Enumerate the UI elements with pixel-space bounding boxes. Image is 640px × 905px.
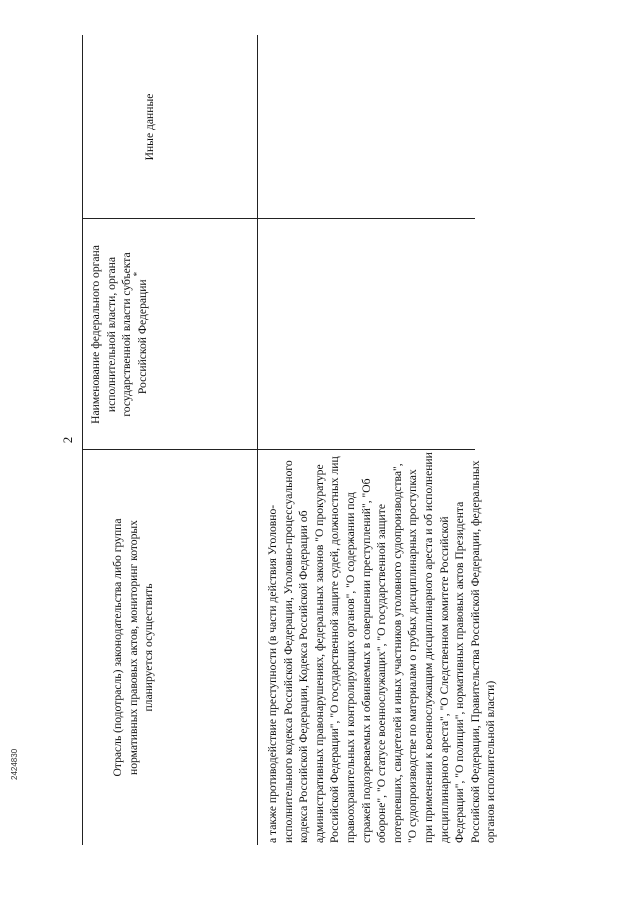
header-col-authority-text: Наименование федерального органа исполнительной власти, органа государственной власти субъекта Российской Федерации bbox=[89, 245, 149, 424]
row1-branch-cell: а также противодействие преступности (в части действия Уголовно-исполнительного кодекса Российской Федерации, Уголовно-процессуального кодекса Российской Федерации, Кодекса Российской Федерации об административных правонарушениях, федеральных законов "О прокуратуре Российской Федерации", "О государственной защите судей, должностных лиц правоохранительных и контролирующих органов", "О содержании под стражей подозреваемых и обвиняемых в совершении преступлений", "Об обороне", "О статусе военнослужащих", "О государственной защите потерпевших, свидетелей и иных участников уголовного судопроизводства", "О судопроизводстве по материалам о грубых дисциплинарных проступках при применении к военнослужащим дисциплинарного ареста и об исполнении дисциплинарного ареста", "О Следственном комитете Российской Федерации", "О полиции", нормативных правовых актов Президента Российской Федерации, Правительства Российской Федерации, федеральных органов исполнительной власти) bbox=[266, 452, 498, 843]
header-col-authority bbox=[88, 219, 151, 450]
rotated-table-region bbox=[60, 35, 498, 845]
header-col-branch: Отрасль (подотрасль) законодательства либо группа нормативных правовых актов, мониторинг которых планируется осуществить bbox=[111, 518, 156, 777]
monitoring-table bbox=[82, 35, 498, 845]
table-header-rule bbox=[257, 35, 258, 845]
document-code: 2424830 bbox=[10, 748, 19, 780]
page-number: 2 bbox=[60, 436, 75, 444]
footnote-marker: * bbox=[131, 271, 142, 277]
header-col-other: Иные данные bbox=[143, 93, 156, 161]
table-top-rule bbox=[82, 35, 83, 845]
